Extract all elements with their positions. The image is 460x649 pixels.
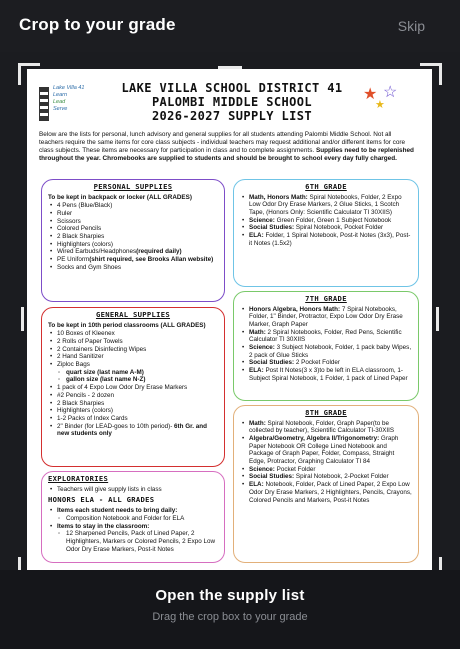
list-item: • PE Uniform(shirt required, see Brooks Allan website) <box>48 256 218 264</box>
list-item: • Social Studies: Spiral Notebook, 2-Pocket Folder <box>240 473 412 481</box>
star-decoration <box>363 83 413 113</box>
list-item: • 2 Black Sharpies <box>48 233 218 241</box>
list-item: • Wired Earbuds/Headphones(required daily) <box>48 248 218 256</box>
list-item: • Math: Spiral Notebook, Folder, Graph Paper(to be collected by teacher), Scientific Calculator TI-30XIIS <box>240 420 412 435</box>
list-item: • Teachers will give supply lists in class <box>48 486 218 494</box>
list-item: • 1 pack of 4 Expo Low Odor Dry Erase Markers <box>48 384 218 392</box>
list-item: • Social Studies: Spiral Notebook, Pocket Folder <box>240 224 412 232</box>
list-item: • Math, Honors Math: Spiral Notebooks, Folder, 2 Expo Low Odor Dry Erase Markers, 2 Glue Sticks, 1 Scotch Tape, (Honors Only: Scientific Calculator TI 30XIIS) <box>240 194 412 217</box>
list-item: • 1-2 Packs of Index Cards <box>48 415 218 423</box>
star-icon: ★ <box>375 99 385 111</box>
crop-area[interactable] <box>27 69 432 570</box>
list-item: • ELA: Post It Notes(3 x 3)to be left in ELA classroom, 1- Subject Spiral Notebook, 1 Folder, 1 pack of Lined Paper <box>240 367 412 382</box>
list-item: • Items each student needs to bring daily: <box>48 507 218 515</box>
supply-list-document <box>27 69 432 570</box>
star-icon: ★ <box>363 86 378 103</box>
list-item: • Highlighters (colors) <box>48 241 218 249</box>
crop-stage <box>0 52 460 570</box>
eighth-grade-box: 8TH GRADE • Math: Spiral Notebook, Folder, Graph Paper(to be collected by teacher), Scientific Calculator TI-30XIIS • Algebra/Geometry, Algebra II/Trigonometry: Graph Paper Notebook OR College Lined Notebook and Package of Graph Paper, Folder, Compass, Straight Edge, Protractor, Graphing Calculator TI 84 • Science: Pocket Folder • Social Studies: Spiral Notebook, 2-Pocket Folder • ELA: Notebook, Folder, Pack of Lined Paper, 2 Expo Low Odor Dry Erase Markers, 2 Highlighters, Pencils, Crayons, Colored Pencils and Markers, Post-it Notes <box>233 405 419 563</box>
bottom-panel <box>0 570 460 649</box>
top-bar <box>0 0 460 52</box>
open-supply-list-button[interactable]: Open the supply list <box>155 587 305 604</box>
list-item: • 2 Rolls of Paper Towels <box>48 338 218 346</box>
list-item: ◦ Composition Notebook and Folder for ELA <box>48 515 218 523</box>
crop-handle-left[interactable] <box>21 307 24 331</box>
sixth-grade-box: 6TH GRADE • Math, Honors Math: Spiral Notebooks, Folder, 2 Expo Low Odor Dry Erase Markers, 2 Glue Sticks, 1 Scotch Tape, (Honors Only: Scientific Calculator TI 30XIIS) • Science: Green Folder, Green 1 Subject Notebook • Social Studies: Spiral Notebook, Pocket Folder • ELA: Folder, 1 Spiral Notebook, Post-it Notes (3x3), Post-it Notes (1.5x2) <box>233 179 419 287</box>
skip-button[interactable]: Skip <box>397 18 425 34</box>
list-item: • #2 Pencils - 2 dozen <box>48 392 218 400</box>
list-item: • Algebra/Geometry, Algebra II/Trigonometry: Graph Paper Notebook OR College Lined Notebook and Package of Graph Paper, Folder, Compass, Straight Edge, Protractor, Graphing Calculator TI 84 <box>240 435 412 466</box>
list-item: • Science: Green Folder, Green 1 Subject Notebook <box>240 217 412 225</box>
lighthouse-icon <box>39 87 49 121</box>
list-item: • Social Studies: 2 Pocket Folder <box>240 359 412 367</box>
list-item: ◦ quart size (last name A-M) <box>48 369 218 377</box>
list-item: • 2 Black Sharpies <box>48 400 218 408</box>
list-item: • Science: 3 Subject Notebook, Folder, 1 pack baby Wipes, 2 pack of Glue Sticks <box>240 344 412 359</box>
crop-hint: Drag the crop box to your grade <box>152 611 308 623</box>
list-item: • ELA: Folder, 1 Spiral Notebook, Post-it Notes (3x3), Post-it Notes (1.5x2) <box>240 232 412 247</box>
crop-handle-right[interactable] <box>436 307 439 331</box>
list-item: • 4 Pens (Blue/Black) <box>48 202 218 210</box>
crop-handle-top[interactable] <box>218 66 242 69</box>
list-item: • Science: Pocket Folder <box>240 466 412 474</box>
school-logo <box>37 81 87 129</box>
list-item: ◦ gallon size (last name N-Z) <box>48 376 218 384</box>
list-item: • Items to stay in the classroom: <box>48 523 218 531</box>
general-supplies-box: GENERAL SUPPLIES To be kept in 10th period classrooms (ALL GRADES) • 10 Boxes of Kleenex • 2 Rolls of Paper Towels • 2 Containers Disinfecting Wipes • 2 Hand Sanitizer • Ziploc Bags ◦ quart size (last name A-M) ◦ gallon size (last name N-Z) • 1 pack of 4 Expo Low Odor Dry Erase Markers • #2 Pencils - 2 dozen • 2 Black Sharpies • Highlighters (colors) • 1-2 Packs of Index Cards • 2" Binder (for LEAD-goes to 10th period)- 6th Gr. and new students only <box>41 307 225 467</box>
page-title: Crop to your grade <box>19 15 176 34</box>
list-item: • Colored Pencils <box>48 225 218 233</box>
list-item: • 2" Binder (for LEAD-goes to 10th period)- 6th Gr. and new students only <box>48 423 218 438</box>
personal-supplies-box: PERSONAL SUPPLIES To be kept in backpack or locker (ALL GRADES) • 4 Pens (Blue/Black) • Ruler • Scissors • Colored Pencils • 2 Black Sharpies • Highlighters (colors) • Wired Earbuds/Headphones(required daily) • PE Uniform(shirt required, see Brooks Allan website) • Socks and Gym Shoes <box>41 179 225 302</box>
list-item: • 2 Hand Sanitizer <box>48 353 218 361</box>
crop-handle-top-right[interactable] <box>420 63 442 85</box>
list-item: • Ziploc Bags <box>48 361 218 369</box>
list-item: • Highlighters (colors) <box>48 407 218 415</box>
list-item: • Math: 2 Spiral Notebooks, Folder, Red Pens, Scientific Calculator TI 30XIIS <box>240 329 412 344</box>
star-icon: ☆ <box>383 84 398 101</box>
logo-text: Lake Villa 41 Learn Lead Serve <box>53 85 85 113</box>
list-item: • 10 Boxes of Kleenex <box>48 330 218 338</box>
intro-paragraph: Below are the lists for personal, lunch advisory and general supplies for all students attending Palombi Middle School. Not all teachers require the same items for core class subjects - individual teachers may request additional and/or different items for core class subjects. These items are necessary for participation in class and to complete assignments. Supplies need to be replenished throughout the year. Chromebooks are supplied to students and should be brought to school every day fully charged. <box>39 131 414 162</box>
crop-handle-top-left[interactable] <box>18 63 40 85</box>
seventh-grade-box: 7TH GRADE • Honors Algebra, Honors Math: 7 Spiral Notebooks, Folder, 1" Binder, Protractor, Expo Low Odor Dry Erase Marker, Graph Paper • Math: 2 Spiral Notebooks, Folder, Red Pens, Scientific Calculator TI 30XIIS • Science: 3 Subject Notebook, Folder, 1 pack baby Wipes, 2 pack of Glue Sticks • Social Studies: 2 Pocket Folder • ELA: Post It Notes(3 x 3)to be left in ELA classroom, 1- Subject Spiral Notebook, 1 Folder, 1 pack of Lined Paper <box>233 291 419 401</box>
list-item: • Ruler <box>48 210 218 218</box>
document-heading: LAKE VILLA SCHOOL DISTRICT 41 PALOMBI MIDDLE SCHOOL 2026-2027 SUPPLY LIST <box>121 81 343 123</box>
list-item: • 2 Containers Disinfecting Wipes <box>48 346 218 354</box>
list-item: • Honors Algebra, Honors Math: 7 Spiral Notebooks, Folder, 1" Binder, Protractor, Expo Low Odor Dry Erase Marker, Graph Paper <box>240 306 412 329</box>
exploratories-box: EXPLORATORIES • Teachers will give supply lists in class HONORS ELA - ALL GRADES • Items each student needs to bring daily: ◦ Composition Notebook and Folder for ELA • Items to stay in the classroom: ◦ 12 Sharpened Pencils, Pack of Lined Paper, 2 Highlighters, Markers or Colored Pencils, 2 Expo Low Odor Dry Erase Markers, Post-it Notes <box>41 471 225 563</box>
list-item: • Scissors <box>48 218 218 226</box>
list-item: ◦ 12 Sharpened Pencils, Pack of Lined Paper, 2 Highlighters, Markers or Colored Pencils, 2 Expo Low Odor Dry Erase Markers, Post-it Notes <box>48 530 218 553</box>
list-item: • Socks and Gym Shoes <box>48 264 218 272</box>
list-item: • ELA: Notebook, Folder, Pack of Lined Paper, 2 Expo Low Odor Dry Erase Markers, 2 Highlighters, Pencils, Crayons, Colored Pencils and Markers, Post-it Notes <box>240 481 412 504</box>
